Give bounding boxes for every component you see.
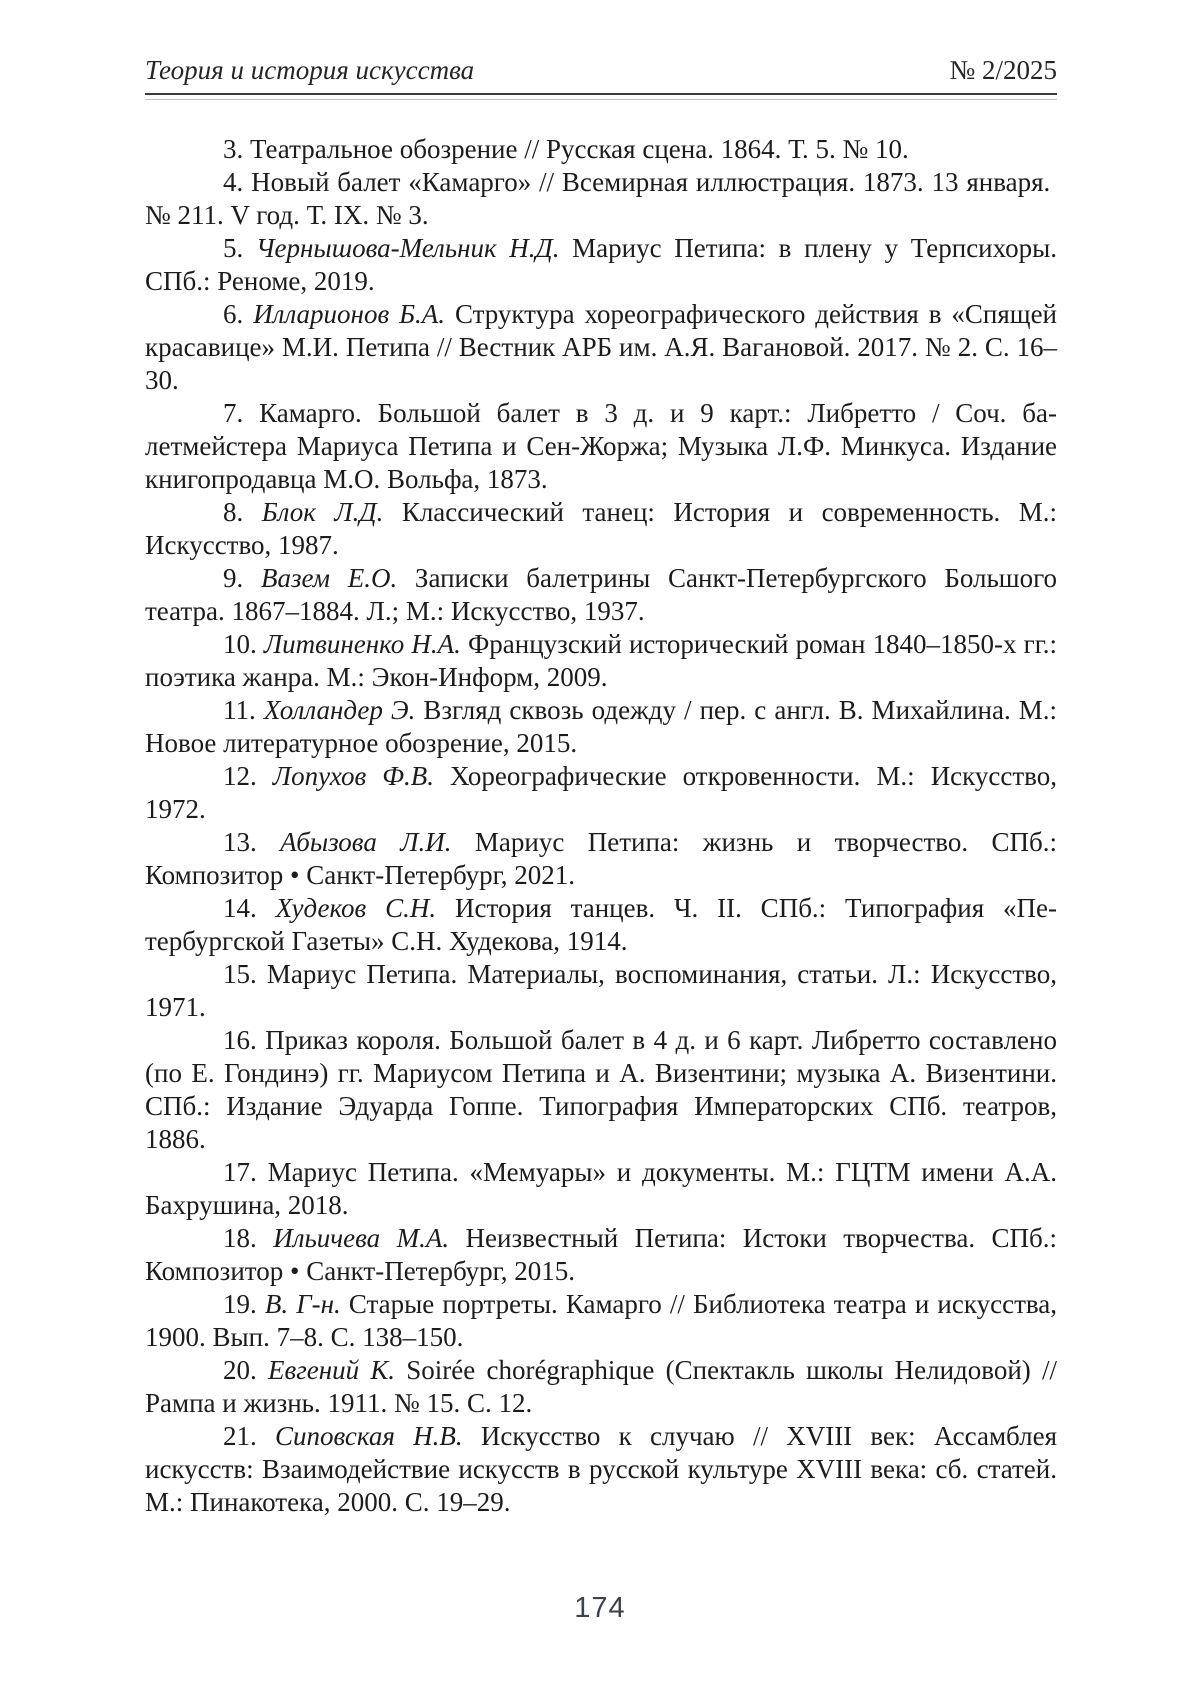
reference-author: Вазем Е.О. [260, 563, 398, 593]
reference-number: 10. [223, 629, 264, 659]
reference-item [145, 298, 1057, 397]
reference-number: 9. [223, 563, 261, 593]
reference-number: 6. [223, 299, 254, 329]
reference-text: Приказ короля. Большой балет в 4 д. и 6 карт. Либретто составлено (по Е. Гондинэ) гг. Мариусом Петипа и А. Визентини; музыка А. Визентини. СПб.: Издание Эдуарда Гоппе. Типография Императорских СПб. театров, 1886. [145, 1025, 1057, 1154]
reference-number: 7. [223, 398, 260, 428]
reference-text: Камарго. Большой балет в 3 д. и 9 карт.: Либретто / Соч. балетмейстера Мариуса Петипа и Сен-Жоржа; Музыка Л.Ф. Минкуса. Издание книгопродавца М.О. Вольфа, 1873. [145, 398, 1057, 494]
issue-number: № 2/2025 [949, 55, 1057, 85]
reference-item [145, 1024, 1057, 1156]
reference-item [145, 694, 1057, 760]
reference-text: Мариус Петипа. «Мемуары» и документы. М.: ГЦТМ имени А.А. Бахрушина, 2018. [145, 1157, 1058, 1220]
reference-author: Литвиненко Н.А. [263, 629, 461, 659]
reference-number: 12. [223, 761, 273, 791]
references-list [145, 133, 1057, 1519]
reference-text: Хореографические откровенности. М.: Искусство, 1972. [145, 761, 1057, 824]
reference-number: 17. [223, 1157, 268, 1187]
reference-author: В. Г-н. [264, 1289, 341, 1319]
reference-number: 11. [223, 695, 264, 725]
reference-text: Мариус Петипа: в плену у Терпсихоры. СПб.: Реноме, 2019. [145, 233, 1057, 296]
reference-number: 8. [223, 497, 262, 527]
reference-author: Ильичева М.А. [273, 1223, 450, 1253]
reference-text: Структура хореографического действия в «Спящей красавице» М.И. Петипа // Вестник АРБ им. А.Я. Вагановой. 2017. № 2. С. 16–30. [145, 299, 1058, 395]
reference-text: Французский исторический роман 1840–​1850-х гг.: поэтика жанра. М.: Экон-Информ, 2009. [145, 629, 1057, 692]
reference-author: Евгений К. [267, 1355, 396, 1385]
reference-number: 20. [223, 1355, 268, 1385]
reference-number: 14. [223, 893, 276, 923]
reference-item [145, 1222, 1057, 1288]
reference-item [145, 628, 1057, 694]
header-rule [145, 93, 1057, 100]
reference-item [145, 892, 1057, 958]
reference-number: 3. [223, 134, 250, 164]
reference-text: Новый балет «Камарго» // Всемирная иллюстрация. 1873. 13 января. № 211. V год. Т. IX. № 3. [145, 167, 1057, 230]
reference-item [145, 166, 1057, 232]
reference-author: Блок Л.Д. [261, 497, 384, 527]
reference-text: Классический танец: История и современность. М.: Искусство, 1987. [145, 497, 1058, 560]
reference-number: 13. [223, 827, 281, 857]
reference-item [145, 496, 1057, 562]
reference-text: Soirée chorégraphique (Спектакль школы Нелидовой) // Рампа и жизнь. 1911. № 15. С. 12. [145, 1355, 1057, 1418]
reference-number: 15. [223, 959, 267, 989]
reference-text: Старые портреты. Камарго // Библиотека театра и искусства, 1900. Вып. 7–8. С. 138–150. [145, 1289, 1057, 1352]
reference-item [145, 1354, 1057, 1420]
reference-item [145, 232, 1057, 298]
reference-item [145, 1420, 1057, 1519]
reference-item [145, 1288, 1057, 1354]
reference-item [145, 958, 1057, 1024]
reference-author: Илларионов Б.А. [253, 299, 446, 329]
reference-item [145, 133, 1057, 166]
reference-author: Сиповская Н.В. [275, 1421, 463, 1451]
reference-author: Худеков С.Н. [275, 893, 437, 923]
reference-item [145, 760, 1057, 826]
reference-author: Чернышова-Мельник Н.Д. [255, 233, 560, 263]
reference-item [145, 1156, 1057, 1222]
reference-text: Записки балетрины Санкт-Петербургского Большого театра. 1867–1884. Л.; М.: Искусство, 1937. [145, 563, 1058, 626]
reference-author: Холландер Э. [263, 695, 416, 725]
reference-text: Мариус Петипа: жизнь и творчество. СПб.: Композитор • Санкт-Петербург, 2021. [145, 827, 1058, 890]
reference-number: 4. [223, 167, 252, 197]
reference-number: 18. [223, 1223, 274, 1253]
reference-text: Театральное обозрение // Русская сцена. 1864. Т. 5. № 10. [250, 134, 909, 164]
reference-text: Неизвестный Петипа: Истоки творчества. СПб.: Композитор • Санкт-Петербург, 2015. [145, 1223, 1058, 1286]
section-title: Теория и история искусства [145, 55, 475, 85]
reference-author: Абызова Л.И. [280, 827, 452, 857]
reference-text: Взгляд сквозь одежду / пер. с англ. В. Михайлина. М.: Новое литературное обозрение, 2015. [145, 695, 1058, 758]
reference-text: Мариус Петипа. Материалы, воспоминания, статьи. Л.: Искусство, 1971. [145, 959, 1057, 1022]
reference-number: 5. [223, 233, 256, 263]
reference-item [145, 826, 1057, 892]
reference-author: Лопухов Ф.В. [272, 761, 434, 791]
journal-page [145, 54, 1057, 1519]
reference-text: Искусство к случаю // XVIII век: Ассамблея искусств: Взаимодействие искусств в русской культуре XVIII века: сб. статей. М.: Пинакотека, 2000. С. 19–29. [145, 1421, 1057, 1517]
reference-text: История танцев. Ч. II. СПб.: Типография «Петербургской Газеты» С.Н. Худекова, 1914. [145, 893, 1058, 956]
running-head [145, 54, 1057, 86]
reference-number: 21. [223, 1421, 275, 1451]
reference-number: 19. [223, 1289, 265, 1319]
reference-item [145, 562, 1057, 628]
reference-item [145, 397, 1057, 496]
page-number: 174 [574, 1592, 626, 1624]
reference-number: 16. [223, 1025, 266, 1055]
